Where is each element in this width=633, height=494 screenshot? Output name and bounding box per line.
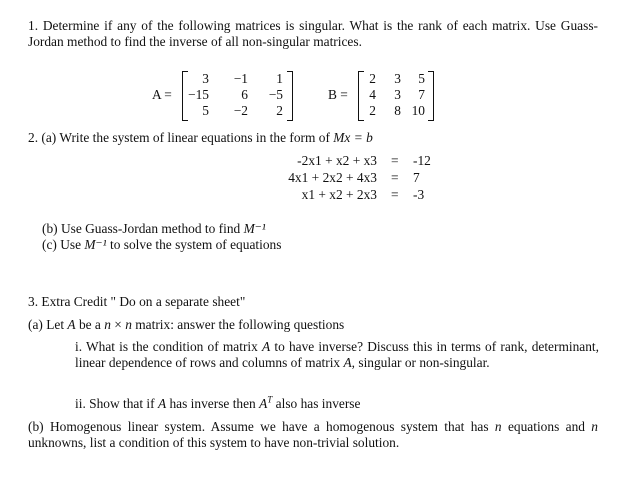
matrix-b-cell: 7 [418,87,425,102]
q3-part-a-ii-mid: has inverse then [166,396,260,411]
q3-part-a-i-text: i. What is the condition of matrix [75,339,263,354]
q3-part-a-var: A [67,317,76,332]
matrix-a-label: A = [152,87,172,102]
matrix-a-cell: 2 [276,103,283,118]
q3-part-a-suffix: matrix: answer the following questions [131,317,345,332]
equation-lhs: 4x1 + 2x2 + 4x3 [288,170,377,185]
q2-part-b [42,221,266,237]
equation-equals: = [391,187,399,202]
q3-part-a-i-after: , singular or non-singular. [351,355,490,370]
q3-part-a-n2: n [125,317,132,332]
q2-part-c-text: (c) Use [42,237,85,252]
q3-part-a-i-var: A [343,355,352,370]
q2-part-a-math: Mx = b [333,130,373,145]
equation-equals: = [391,170,399,185]
matrix-b-right-bracket [428,71,434,121]
matrix-a-cell: −2 [233,103,248,118]
q2-part-c-math: M⁻¹ [84,237,107,252]
q3-part-b-after: unknowns, list a condition of this system to have non-trivial solution. [28,435,400,450]
equation-rhs: -12 [413,153,431,168]
matrix-a-cell: −1 [233,71,248,86]
q2-part-b-math: M⁻¹ [243,221,266,236]
q3-part-a-i-var: A [262,339,271,354]
equation-lhs: -2x1 + x2 + x3 [297,153,377,168]
q3-part-a-ii-text: ii. Show that if [75,396,158,411]
q3-title: 3. Extra Credit " Do on a separate sheet" [28,294,246,309]
q3-part-b-mid: equations and [501,419,592,434]
q3-part-a-ii-var: A [157,396,167,411]
matrix-a-cell: 3 [202,71,209,86]
matrix-a-cell: 6 [241,87,248,102]
matrix-b-cell: 5 [418,71,425,86]
matrix-a-cell: 5 [202,103,209,118]
equation-equals: = [391,153,399,168]
q3-part-a-ii [75,396,360,412]
q3-part-a-mid: be a [75,317,105,332]
q3-part-a-i [75,339,599,371]
q2-part-a-text: 2. (a) Write the system of linear equations in the form of [28,130,334,145]
matrix-a [182,71,293,119]
q3-part-a-text: (a) Let [28,317,68,332]
q3-part-a-n1: n [104,317,111,332]
matrix-b-cell: 3 [394,71,401,86]
q3-part-b-var: n [494,419,502,434]
equation-lhs: x1 + x2 + 2x3 [301,187,377,202]
q2-part-c [42,237,281,253]
equation-rhs: -3 [413,187,425,202]
q3-part-a [28,317,344,333]
q3-part-b-text: (b) Homogenous linear system. Assume we have a homogenous system that has [28,419,495,434]
q2-part-a [28,130,373,146]
matrix-b [358,71,434,119]
matrix-a-cell: −5 [268,87,283,102]
matrix-a-cell: 1 [276,71,283,86]
matrix-b-cell: 3 [394,87,401,102]
q1-text: 1. Determine if any of the following matrices is singular. What is the rank of each matrix. Use Guass-Jordan method to find the inverse of all non-singular matrices. [28,18,598,49]
matrix-a-cell: −15 [188,87,209,102]
matrix-b-cell: 2 [369,71,376,86]
q3-part-b-var: n [591,419,598,434]
q3-part-b [28,419,598,451]
matrix-b-label: B = [328,87,348,102]
matrix-b-cell: 4 [369,87,376,102]
q3-part-a-ii-after: also has inverse [272,396,361,411]
matrix-b-cell: 10 [411,103,425,118]
equation-rhs: 7 [413,170,420,185]
q2-part-c-suffix: to solve the system of equations [106,237,282,252]
q2-part-b-text: (b) Use Guass-Jordan method to find [42,221,244,236]
q3-part-a-ii-superscript: T [267,394,273,405]
q3-part-a-i-mid: to have inverse? Discuss this in terms of rank, determinant, linear dependence of rows and columns of matrix [75,339,599,370]
q3-part-a-times: × [110,317,126,332]
q3-part-a-ii-var: A [259,396,268,411]
matrix-a-right-bracket [287,71,293,121]
matrix-b-left-bracket [358,71,364,121]
matrix-b-cell: 2 [369,103,376,118]
matrix-b-cell: 8 [394,103,401,118]
